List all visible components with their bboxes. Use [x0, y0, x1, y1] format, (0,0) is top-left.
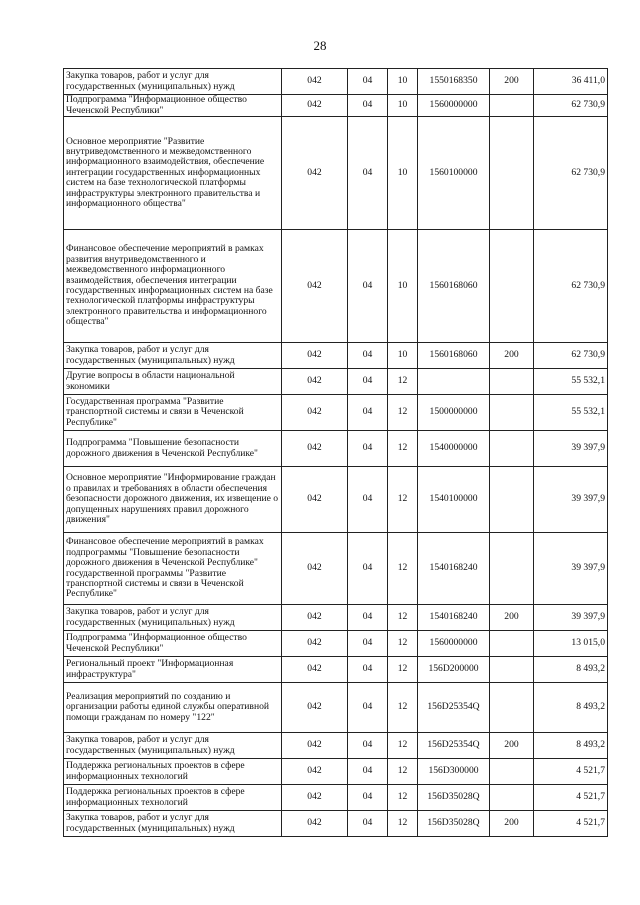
row-rz: 04 [348, 369, 388, 395]
row-csr: 1560000000 [418, 95, 490, 117]
row-ved: 042 [282, 69, 348, 95]
table-row [64, 369, 608, 395]
row-csr: 156D200000 [418, 657, 490, 683]
row-ved: 042 [282, 683, 348, 733]
row-csr: 1540000000 [418, 431, 490, 467]
table-row [64, 230, 608, 343]
table-row [64, 395, 608, 431]
row-vr: 200 [490, 343, 534, 369]
row-ved: 042 [282, 117, 348, 230]
row-name: Основное мероприятие "Развитие внутриведомственного и межведомственного информационного взаимодействия, обеспечение интеграции государственных информационных систем на базе технологической платформы инфраструктуры электронного правительства и информационного общества" [64, 117, 282, 230]
row-vr [490, 785, 534, 811]
table-row [64, 631, 608, 657]
row-pr: 10 [388, 69, 418, 95]
row-sum: 8 493,2 [534, 683, 608, 733]
row-pr: 12 [388, 431, 418, 467]
row-sum: 4 521,7 [534, 811, 608, 837]
row-vr [490, 467, 534, 533]
row-csr: 1540168240 [418, 605, 490, 631]
table-body [64, 69, 608, 837]
row-vr [490, 657, 534, 683]
table-row [64, 605, 608, 631]
row-sum: 36 411,0 [534, 69, 608, 95]
table-row [64, 95, 608, 117]
row-vr [490, 631, 534, 657]
table-row [64, 343, 608, 369]
table-row [64, 467, 608, 533]
row-sum: 39 397,9 [534, 605, 608, 631]
row-name: Региональный проект "Информационная инфраструктура" [64, 657, 282, 683]
row-pr: 10 [388, 95, 418, 117]
row-pr: 12 [388, 395, 418, 431]
row-ved: 042 [282, 785, 348, 811]
table-row [64, 683, 608, 733]
row-rz: 04 [348, 683, 388, 733]
row-sum: 62 730,9 [534, 95, 608, 117]
row-vr: 200 [490, 69, 534, 95]
row-ved: 042 [282, 605, 348, 631]
row-csr: 1560168060 [418, 343, 490, 369]
row-pr: 12 [388, 605, 418, 631]
row-pr: 10 [388, 343, 418, 369]
row-rz: 04 [348, 431, 388, 467]
row-name: Основное мероприятие "Информирование граждан о правилах и требованиях в области обеспечения безопасности дорожного движения, их извещение о допущенных нарушениях правил дорожного движения" [64, 467, 282, 533]
row-name: Закупка товаров, работ и услуг для государственных (муниципальных) нужд [64, 605, 282, 631]
row-pr: 12 [388, 759, 418, 785]
row-sum: 13 015,0 [534, 631, 608, 657]
row-sum: 62 730,9 [534, 117, 608, 230]
row-csr: 1500000000 [418, 395, 490, 431]
row-sum: 39 397,9 [534, 431, 608, 467]
table-row [64, 69, 608, 95]
row-rz: 04 [348, 117, 388, 230]
row-ved: 042 [282, 369, 348, 395]
row-vr: 200 [490, 733, 534, 759]
row-vr [490, 533, 534, 605]
row-name: Подпрограмма "Повышение безопасности дорожного движения в Чеченской Республике" [64, 431, 282, 467]
row-sum: 55 532,1 [534, 369, 608, 395]
row-ved: 042 [282, 343, 348, 369]
row-csr: 1560000000 [418, 631, 490, 657]
table-row [64, 117, 608, 230]
row-vr [490, 759, 534, 785]
row-pr: 12 [388, 785, 418, 811]
row-rz: 04 [348, 467, 388, 533]
row-ved: 042 [282, 733, 348, 759]
row-csr: 156D25354Q [418, 683, 490, 733]
row-name: Закупка товаров, работ и услуг для государственных (муниципальных) нужд [64, 811, 282, 837]
row-vr [490, 117, 534, 230]
row-rz: 04 [348, 733, 388, 759]
row-sum: 39 397,9 [534, 533, 608, 605]
budget-table [63, 68, 608, 837]
row-sum: 39 397,9 [534, 467, 608, 533]
row-rz: 04 [348, 785, 388, 811]
row-rz: 04 [348, 343, 388, 369]
row-vr [490, 683, 534, 733]
row-name: Государственная программа "Развитие транспортной системы и связи в Чеченской Республике" [64, 395, 282, 431]
row-rz: 04 [348, 605, 388, 631]
row-ved: 042 [282, 811, 348, 837]
row-rz: 04 [348, 95, 388, 117]
table-row [64, 785, 608, 811]
table-row [64, 657, 608, 683]
row-name: Подпрограмма "Информационное общество Чеченской Республики" [64, 631, 282, 657]
row-csr: 156D300000 [418, 759, 490, 785]
row-vr: 200 [490, 605, 534, 631]
table-row [64, 811, 608, 837]
row-rz: 04 [348, 533, 388, 605]
row-vr [490, 230, 534, 343]
row-csr: 1540100000 [418, 467, 490, 533]
row-ved: 042 [282, 395, 348, 431]
row-pr: 12 [388, 467, 418, 533]
row-name: Финансовое обеспечение мероприятий в рамках подпрограммы "Повышение безопасности дорожного движения в Чеченской Республике" государственной программы "Развитие транспортной системы и связи в Чеченской Республике" [64, 533, 282, 605]
row-pr: 10 [388, 230, 418, 343]
row-pr: 12 [388, 683, 418, 733]
row-sum: 62 730,9 [534, 230, 608, 343]
row-ved: 042 [282, 467, 348, 533]
row-rz: 04 [348, 631, 388, 657]
row-name: Поддержка региональных проектов в сфере информационных технологий [64, 785, 282, 811]
row-name: Закупка товаров, работ и услуг для государственных (муниципальных) нужд [64, 733, 282, 759]
row-rz: 04 [348, 395, 388, 431]
row-ved: 042 [282, 657, 348, 683]
row-sum: 8 493,2 [534, 733, 608, 759]
row-pr: 12 [388, 631, 418, 657]
row-pr: 12 [388, 811, 418, 837]
row-csr: 156D35028Q [418, 785, 490, 811]
row-sum: 62 730,9 [534, 343, 608, 369]
page-number: 28 [313, 38, 327, 53]
row-vr [490, 369, 534, 395]
row-pr: 12 [388, 369, 418, 395]
row-ved: 042 [282, 230, 348, 343]
table-row [64, 533, 608, 605]
row-name: Закупка товаров, работ и услуг для государственных (муниципальных) нужд [64, 69, 282, 95]
row-csr: 1560100000 [418, 117, 490, 230]
row-name: Финансовое обеспечение мероприятий в рамках развития внутриведомственного и межведомственного информационного взаимодействия, обеспечения интеграции государственных информационных систем на базе технологической платформы инфраструктуры электронного правительства и информационного общества" [64, 230, 282, 343]
row-rz: 04 [348, 230, 388, 343]
row-rz: 04 [348, 657, 388, 683]
row-csr: 1560168060 [418, 230, 490, 343]
row-vr [490, 395, 534, 431]
row-pr: 12 [388, 533, 418, 605]
row-csr: 156D35028Q [418, 811, 490, 837]
row-pr: 12 [388, 733, 418, 759]
row-name: Закупка товаров, работ и услуг для государственных (муниципальных) нужд [64, 343, 282, 369]
row-sum: 4 521,7 [534, 759, 608, 785]
table-row [64, 733, 608, 759]
row-rz: 04 [348, 69, 388, 95]
row-name: Другие вопросы в области национальной экономики [64, 369, 282, 395]
row-pr: 10 [388, 117, 418, 230]
row-ved: 042 [282, 533, 348, 605]
row-rz: 04 [348, 811, 388, 837]
row-ved: 042 [282, 631, 348, 657]
row-ved: 042 [282, 759, 348, 785]
row-name: Поддержка региональных проектов в сфере информационных технологий [64, 759, 282, 785]
row-sum: 8 493,2 [534, 657, 608, 683]
row-csr: 1540168240 [418, 533, 490, 605]
row-sum: 4 521,7 [534, 785, 608, 811]
row-csr [418, 369, 490, 395]
row-vr: 200 [490, 811, 534, 837]
row-csr: 1550168350 [418, 69, 490, 95]
row-ved: 042 [282, 95, 348, 117]
row-ved: 042 [282, 431, 348, 467]
row-vr [490, 95, 534, 117]
row-sum: 55 532,1 [534, 395, 608, 431]
row-name: Подпрограмма "Информационное общество Чеченской Республики" [64, 95, 282, 117]
row-pr: 12 [388, 657, 418, 683]
row-rz: 04 [348, 759, 388, 785]
row-vr [490, 431, 534, 467]
row-name: Реализация мероприятий по созданию и организации работы единой службы оперативной помощи гражданам по номеру "122" [64, 683, 282, 733]
table-row [64, 759, 608, 785]
table-row [64, 431, 608, 467]
row-csr: 156D25354Q [418, 733, 490, 759]
